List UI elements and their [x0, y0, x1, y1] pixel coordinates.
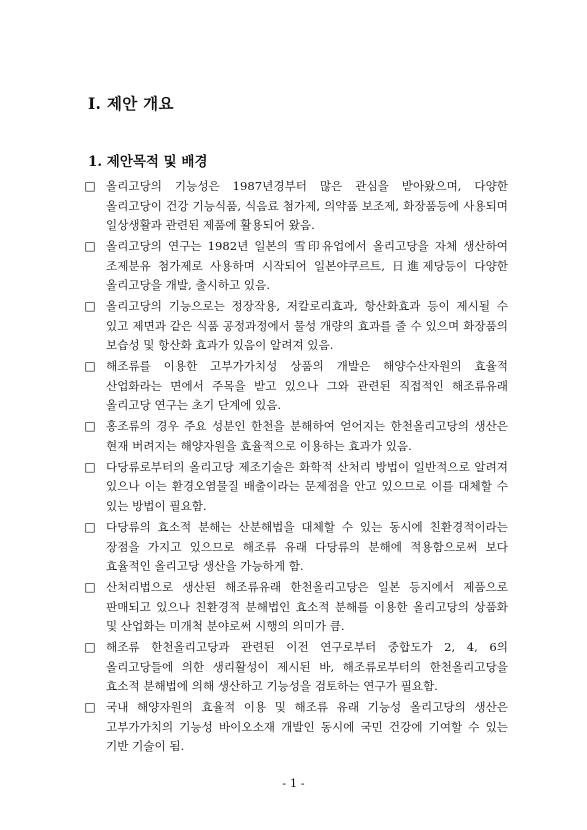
bullet-text: 해조류 한천올리고당과 관련된 이전 연구로부터 중합도가 2, 4, 6의 올리고당들에 의한 생리활성이 제시된 바, 해조류로부터의 한천올리고당을 효소적 분해법에 의해 생산하고 기능성을 검토하는 연구가 필요함. — [106, 640, 508, 694]
checkbox-square-icon: □ — [84, 520, 96, 535]
bullet-item — [78, 357, 508, 416]
bullet-text: 해조류를 이용한 고부가가치성 상품의 개발은 해양수산자원의 효율적 산업화라는 면에서 주목을 받고 있으나 그와 관련된 직접적인 해조류유래 올리고당 연구는 초기 단계에 있음. — [106, 359, 508, 413]
checkbox-square-icon: □ — [84, 239, 96, 254]
bullet-item — [78, 698, 508, 757]
checkbox-square-icon: □ — [84, 459, 96, 474]
checkbox-square-icon: □ — [84, 640, 96, 655]
chapter-title: Ⅰ. 제안 개요 — [88, 94, 174, 113]
checkbox-square-icon: □ — [84, 299, 96, 314]
bullet-item — [78, 518, 508, 577]
checkbox-square-icon: □ — [84, 580, 96, 595]
section-title: 1. 제안목적 및 배경 — [88, 154, 208, 170]
bullet-item — [78, 578, 508, 637]
checkbox-square-icon: □ — [84, 700, 96, 715]
page-number: - 1 - — [282, 776, 305, 790]
bullet-item — [78, 297, 508, 356]
bullet-item — [78, 638, 508, 697]
bullet-text: 다당류로부터의 올리고당 제조기술은 화학적 산처리 방법이 일반적으로 알려져 있으나 이는 환경오염물질 배출이라는 문제점을 안고 있으므로 이를 대체할 수 있는 방법이 필요함. — [106, 459, 508, 513]
checkbox-square-icon: □ — [84, 359, 96, 374]
bullet-text: 국내 해양자원의 효율적 이용 및 해조류 유래 기능성 올리고당의 생산은 고부가가치의 기능성 바이오소재 개발인 동시에 국민 건강에 기여할 수 있는 기반 기술이 됨. — [106, 700, 508, 754]
bullet-text: 산처리법으로 생산된 해조류유래 한천올리고당은 일본 등지에서 제품으로 판매되고 있으나 친환경적 분해법인 효소적 분해를 이용한 올리고당의 상품화 및 산업화는 미개척 분야로써 시행의 의미가 큼. — [106, 580, 508, 634]
bullet-text: 다당류의 효소적 분해는 산분해법을 대체할 수 있는 동시에 친환경적이라는 장점을 가지고 있으므로 해조류 유래 다당류의 분해에 적용함으로써 보다 효율적인 올리고당 생산을 가능하게 함. — [106, 520, 508, 574]
bullet-item — [78, 458, 508, 517]
checkbox-square-icon: □ — [84, 419, 96, 434]
checkbox-square-icon: □ — [84, 179, 96, 193]
bullet-text: 올리고당의 기능성은 1987년경부터 많은 관심을 받아왔으며, 다양한 올리고당이 건강 기능식품, 식음료 첨가제, 의약품 보조제, 화장품등에 사용되며 일상생활과 관련된 제품에 활용되어 왔음. — [106, 179, 508, 232]
bullet-list — [78, 177, 508, 758]
bullet-item — [78, 417, 508, 456]
bullet-text: 홍조류의 경우 주요 성분인 한천을 분해하여 얻어지는 한천올리고당의 생산은 현재 버려지는 해양자원을 효율적으로 이용하는 효과가 있음. — [106, 419, 508, 453]
bullet-text: 올리고당의 연구는 1982년 일본의 雪印유업에서 올리고당을 자체 생산하여 조제분유 첨가제로 사용하며 시작되어 일본야쿠르트, 日進제당등이 다양한 올리고당을 개발, 출시하고 있음. — [106, 239, 508, 293]
bullet-text: 올리고당의 기능으로는 정장작용, 저칼로리효과, 항산화효과 등이 제시될 수 있고 제면과 같은 식품 공정과정에서 물성 개량의 효과를 줄 수 있으며 화장품의 보습성 및 항산화 효과가 있음이 알려져 있음. — [106, 299, 508, 353]
bullet-item — [78, 237, 508, 296]
bullet-item — [78, 177, 508, 236]
